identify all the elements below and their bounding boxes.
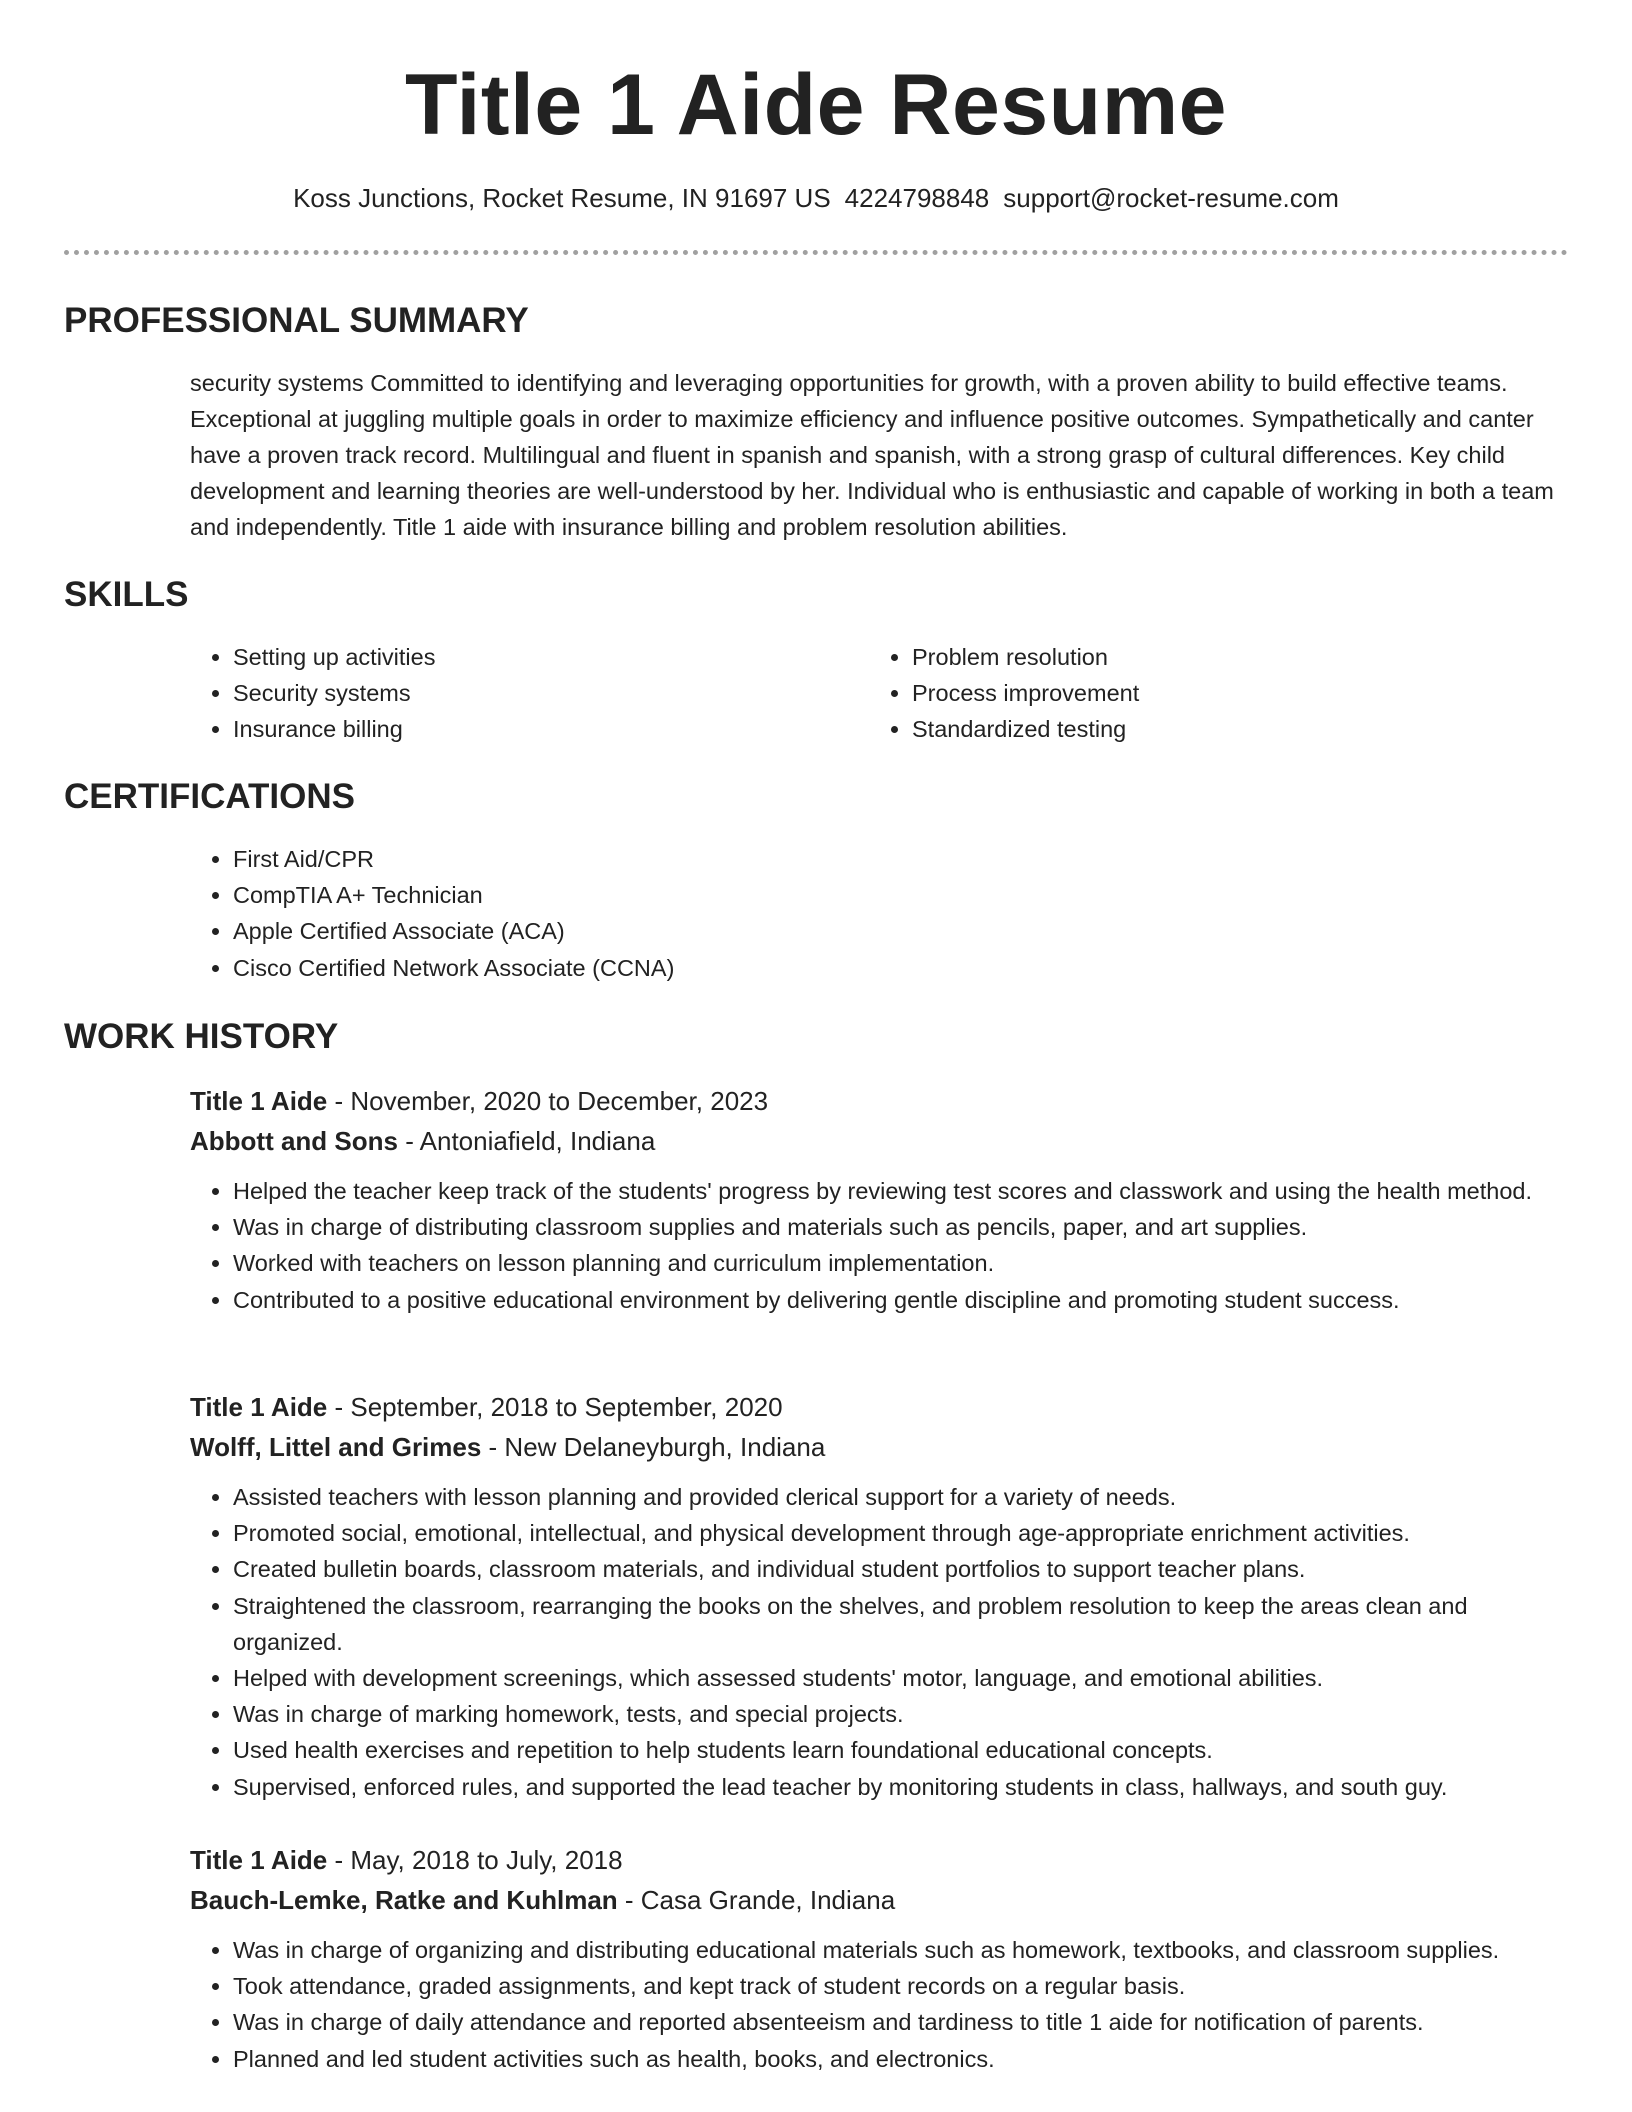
job-bullets <box>190 1479 1570 1805</box>
skill-item: • Problem resolution <box>912 639 1529 675</box>
job-bullet: • Contributed to a positive educational environment by delivering gentle discipline and promoting student success. <box>233 1282 1570 1318</box>
job-bullet: • Straightened the classroom, rearranging the books on the shelves, and problem resolution to keep the areas clean and organized. <box>233 1588 1570 1660</box>
skills-list-left <box>190 639 850 748</box>
job-company-line <box>190 1121 1570 1161</box>
job-title: Title 1 Aide <box>190 1392 328 1422</box>
job-dates: - November, 2020 to December, 2023 <box>327 1086 769 1116</box>
job-bullet: • Used health exercises and repetition to help students learn foundational educational concepts. <box>233 1732 1570 1768</box>
job-title-line <box>190 1081 1570 1121</box>
job-bullet: • Was in charge of organizing and distributing educational materials such as homework, textbooks, and classroom supplies. <box>233 1932 1570 1968</box>
job-bullet: • Supervised, enforced rules, and supported the lead teacher by monitoring students in class, hallways, and south guy. <box>233 1769 1570 1805</box>
certifications-list <box>190 841 674 986</box>
job-company: Abbott and Sons <box>190 1126 398 1156</box>
certifications-heading: CERTIFICATIONS <box>64 777 356 816</box>
job-bullet: • Was in charge of marking homework, tests, and special projects. <box>233 1696 1570 1732</box>
job-location: - Antoniafield, Indiana <box>397 1126 656 1156</box>
job-bullets <box>190 1173 1570 1318</box>
skills-heading: SKILLS <box>64 575 189 614</box>
job-bullet: • Promoted social, emotional, intellectual, and physical development through age-appropriate enrichment activities. <box>233 1515 1570 1551</box>
skill-item: • Setting up activities <box>233 639 850 675</box>
job-bullets <box>190 1932 1570 2077</box>
job-bullet: • Was in charge of distributing classroom supplies and materials such as pencils, paper, and art supplies. <box>233 1209 1570 1245</box>
contact-phone: 4224798848 <box>844 183 990 213</box>
summary-heading: PROFESSIONAL SUMMARY <box>64 301 529 340</box>
job-company-line <box>190 1427 1570 1467</box>
job-title-line <box>190 1840 1570 1880</box>
contact-line <box>0 181 1632 215</box>
job-entry <box>190 1840 1570 2077</box>
contact-email: support@rocket-resume.com <box>1003 183 1339 213</box>
skill-item: • Process improvement <box>912 675 1529 711</box>
job-company: Wolff, Littel and Grimes <box>190 1432 482 1462</box>
contact-address: Koss Junctions, Rocket Resume, IN 91697 US <box>293 183 831 213</box>
summary-text: security systems Committed to identifying and leveraging opportunities for growth, with a proven ability to build effective teams. Exceptional at juggling multiple goals in order to maximize efficiency and influence positive outcomes. Sympathetically and canter have a proven track record. Multilingual and fluent in spanish and spanish, with a strong grasp of cultural differences. Key child development and learning theories are well-understood by her. Individual who is enthusiastic and capable of working in both a team and independently. Title 1 aide with insurance billing and problem resolution abilities. <box>190 370 1554 540</box>
certification-item: • Apple Certified Associate (ACA) <box>233 913 674 949</box>
job-bullet: • Was in charge of daily attendance and reported absenteeism and tardiness to title 1 aide for notification of parents. <box>233 2004 1570 2040</box>
job-company-line <box>190 1880 1570 1920</box>
job-location: - Casa Grande, Indiana <box>617 1885 896 1915</box>
job-company: Bauch-Lemke, Ratke and Kuhlman <box>190 1885 618 1915</box>
skills-list-right <box>869 639 1529 748</box>
header-divider <box>64 250 1568 255</box>
job-title: Title 1 Aide <box>190 1086 328 1116</box>
skills-right-column <box>869 639 1529 748</box>
job-bullet: • Assisted teachers with lesson planning and provided clerical support for a variety of needs. <box>233 1479 1570 1515</box>
certifications-block <box>190 841 674 986</box>
skill-item: • Standardized testing <box>912 711 1529 747</box>
certification-item: • First Aid/CPR <box>233 841 674 877</box>
job-bullet: • Planned and led student activities such as health, books, and electronics. <box>233 2041 1570 2077</box>
job-bullet: • Helped the teacher keep track of the students' progress by reviewing test scores and classwork and using the health method. <box>233 1173 1570 1209</box>
job-title: Title 1 Aide <box>190 1845 328 1875</box>
job-bullet: • Helped with development screenings, which assessed students' motor, language, and emotional abilities. <box>233 1660 1570 1696</box>
job-entry <box>190 1081 1570 1318</box>
job-bullet: • Took attendance, graded assignments, and kept track of student records on a regular basis. <box>233 1968 1570 2004</box>
job-entry <box>190 1387 1570 1805</box>
job-bullet: • Created bulletin boards, classroom materials, and individual student portfolios to support teacher plans. <box>233 1551 1570 1587</box>
certification-item: • Cisco Certified Network Associate (CCNA) <box>233 950 674 986</box>
skills-left-column <box>190 639 850 748</box>
certification-item: • CompTIA A+ Technician <box>233 877 674 913</box>
resume-title: Title 1 Aide Resume <box>404 57 1227 153</box>
job-dates: - May, 2018 to July, 2018 <box>327 1845 623 1875</box>
job-bullet: • Worked with teachers on lesson planning and curriculum implementation. <box>233 1245 1570 1281</box>
skill-item: • Insurance billing <box>233 711 850 747</box>
job-dates: - September, 2018 to September, 2020 <box>327 1392 783 1422</box>
job-location: - New Delaneyburgh, Indiana <box>481 1432 826 1462</box>
job-title-line <box>190 1387 1570 1427</box>
work-history-heading: WORK HISTORY <box>64 1017 339 1056</box>
skill-item: • Security systems <box>233 675 850 711</box>
